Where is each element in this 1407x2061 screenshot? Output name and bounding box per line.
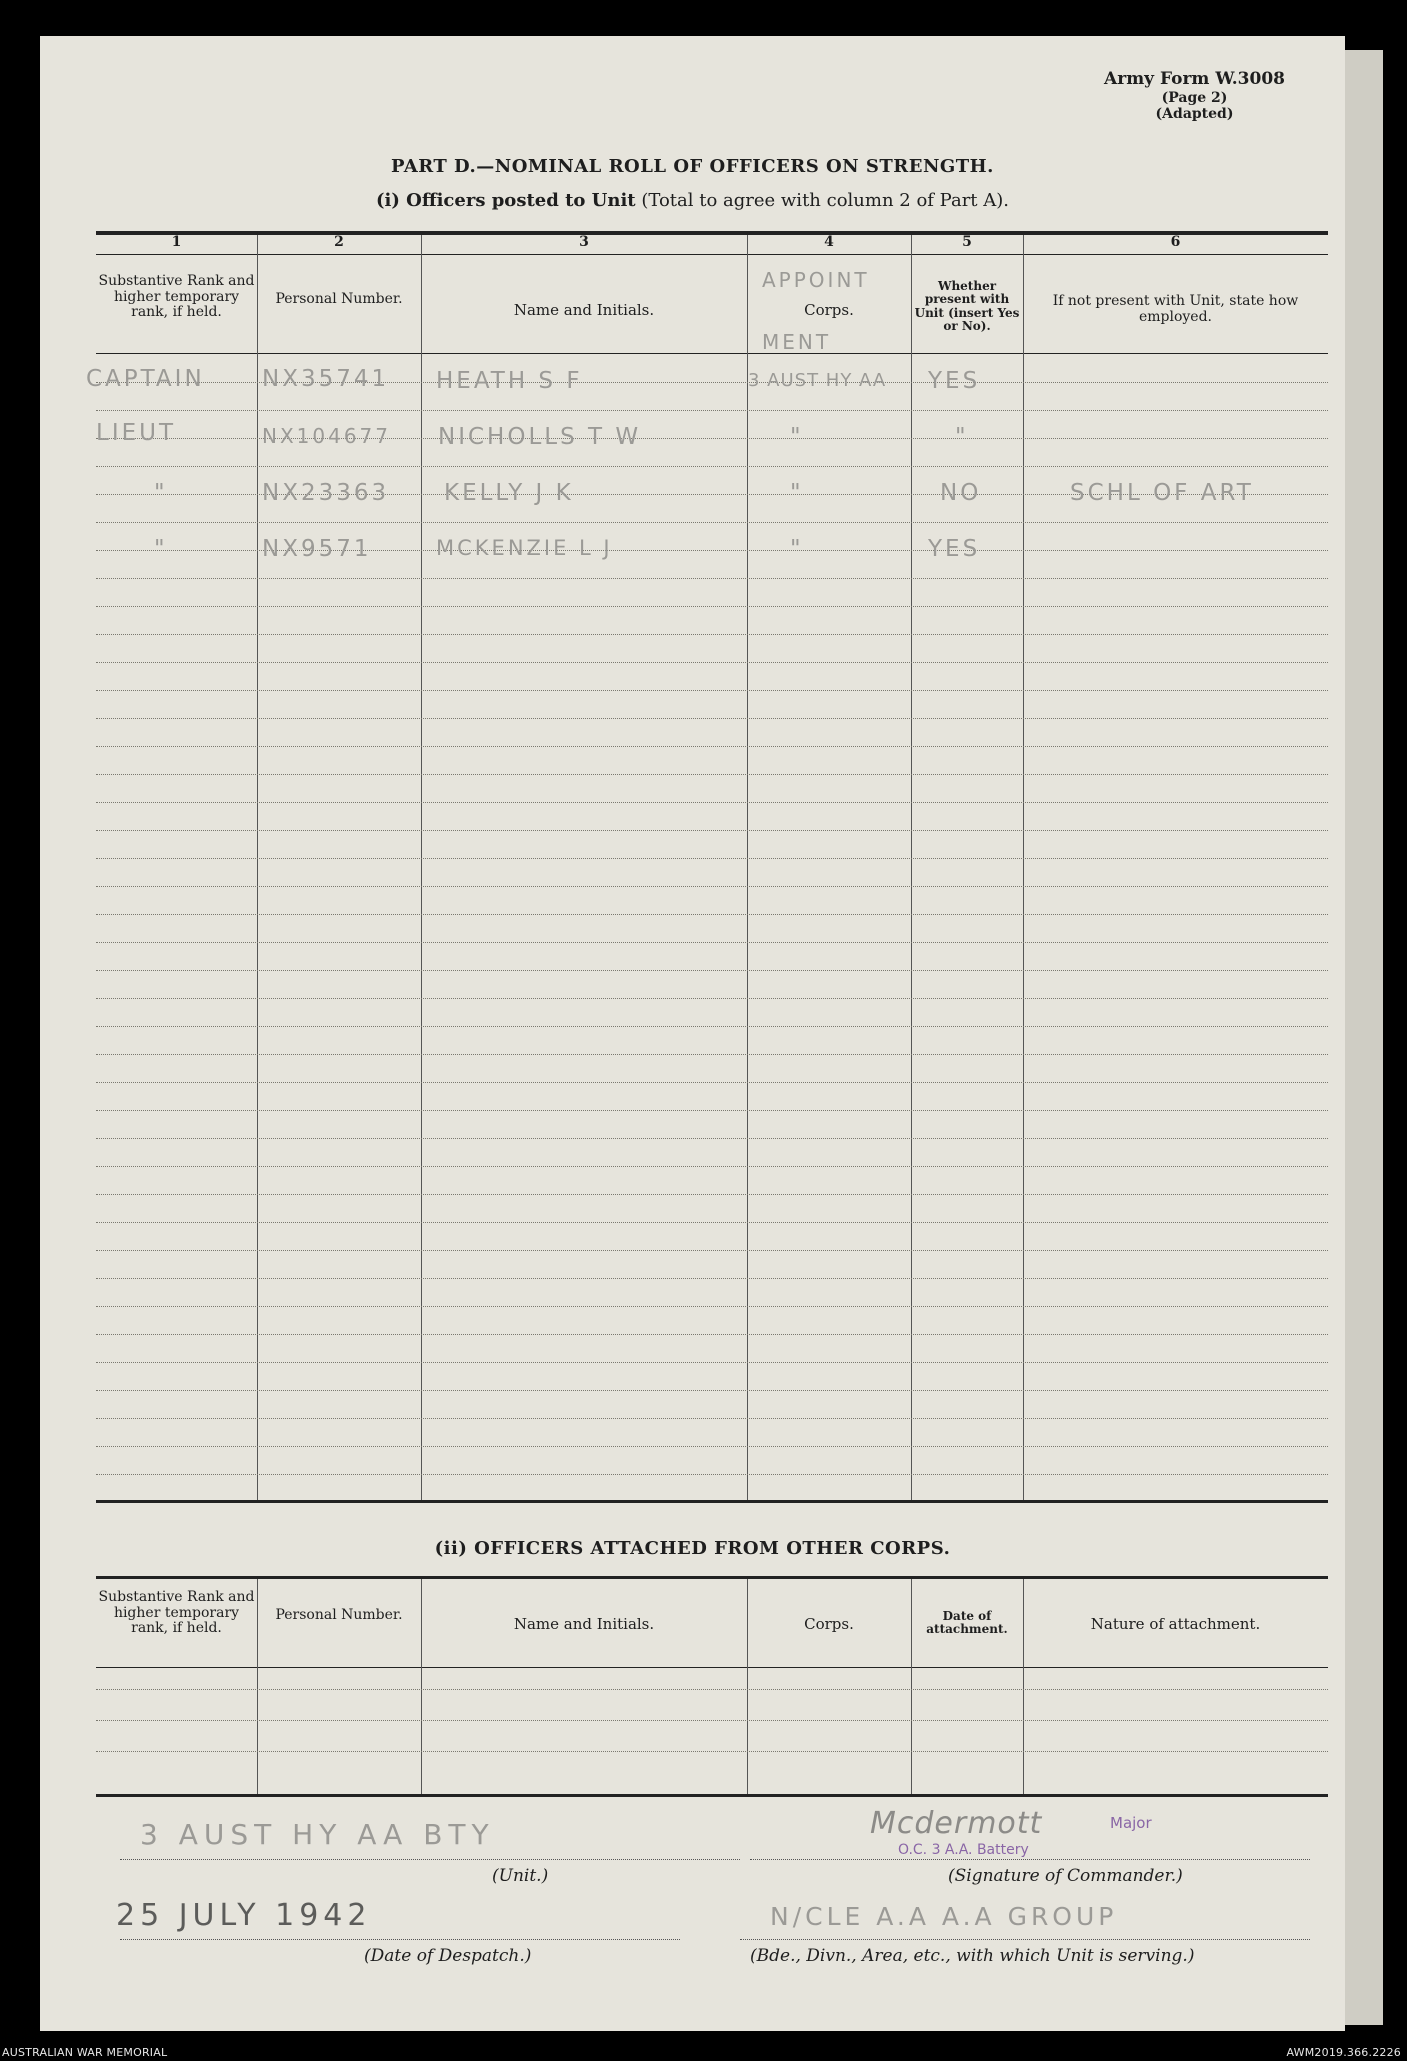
attached-header-rank: Substantive Rank and higher temporary rank, if held. xyxy=(98,1589,255,1637)
dotted-rule xyxy=(96,1446,1328,1447)
row-present: YES xyxy=(928,536,981,562)
unit-value: 3 AUST HY AA BTY xyxy=(140,1818,495,1851)
dotted-rule xyxy=(96,998,1328,999)
dotted-rule xyxy=(96,718,1328,719)
row-present: YES xyxy=(928,368,981,394)
row-personal-number: NX23363 xyxy=(262,480,390,506)
dotted-rule xyxy=(96,942,1328,943)
dotted-rule xyxy=(96,746,1328,747)
dotted-rule xyxy=(96,914,1328,915)
form-page xyxy=(40,36,1345,2031)
section-2-title: (ii) OFFICERS ATTACHED FROM OTHER CORPS. xyxy=(434,1538,951,1559)
column-number: 2 xyxy=(334,234,344,250)
row-employment: SCHL OF ART xyxy=(1070,480,1254,506)
row-present: " xyxy=(955,424,969,450)
dotted-rule xyxy=(96,1138,1328,1139)
dotted-rule xyxy=(96,1689,1328,1690)
dotted-rule xyxy=(96,886,1328,887)
dotted-rule xyxy=(96,1194,1328,1195)
row-name: HEATH S F xyxy=(436,368,583,394)
dotted-rule xyxy=(96,1720,1328,1721)
row-rank: " xyxy=(154,536,168,562)
form-adapted-note: (Adapted) xyxy=(1155,105,1234,122)
signature-line xyxy=(750,1859,1310,1860)
dotted-rule xyxy=(96,1054,1328,1055)
column-number-rule xyxy=(96,254,1328,255)
row-personal-number: NX35741 xyxy=(262,366,390,392)
attached-header-date: Date of attachment. xyxy=(926,1609,1008,1637)
corps-header-annotation-bottom: MENT xyxy=(762,330,832,354)
column-divider xyxy=(747,1579,748,1794)
row-corps: " xyxy=(790,480,804,506)
dotted-rule xyxy=(96,830,1328,831)
commander-signature: Mcdermott xyxy=(870,1806,1043,1841)
serving-line xyxy=(740,1939,1310,1940)
dotted-rule xyxy=(96,1334,1328,1335)
column-divider xyxy=(421,235,422,1500)
dotted-rule xyxy=(96,1306,1328,1307)
dotted-rule xyxy=(96,1278,1328,1279)
attached-header-name: Name and Initials. xyxy=(513,1615,655,1633)
column-header-name: Name and Initials. xyxy=(513,301,655,319)
column-number: 3 xyxy=(579,234,589,250)
row-personal-number: NX9571 xyxy=(262,536,372,562)
column-divider xyxy=(421,1579,422,1794)
column-divider xyxy=(257,1579,258,1794)
dotted-rule xyxy=(96,466,1328,467)
dotted-rule xyxy=(96,1082,1328,1083)
form-page-number: (Page 2) xyxy=(1161,89,1228,106)
dotted-rule xyxy=(96,410,1328,411)
archive-reference: AWM2019.366.2226 xyxy=(1286,2046,1401,2059)
page-title: PART D.—NOMINAL ROLL OF OFFICERS ON STRENGTH. xyxy=(391,156,994,177)
section-2-header-rule xyxy=(96,1667,1328,1668)
section-1-title xyxy=(40,190,1345,211)
dotted-rule xyxy=(96,606,1328,607)
row-name: KELLY J K xyxy=(444,480,574,506)
stamp-rank: Major xyxy=(1110,1814,1152,1832)
column-number: 6 xyxy=(1170,234,1181,250)
section-1-title-bold: (i) Officers posted to Unit xyxy=(376,190,636,211)
dotted-rule xyxy=(96,662,1328,663)
unit-line xyxy=(120,1859,740,1860)
column-header-corps: Corps. xyxy=(804,301,854,319)
header-bottom-rule xyxy=(96,353,1328,354)
paper-edge xyxy=(1345,50,1383,2025)
date-label: (Date of Despatch.) xyxy=(364,1946,532,1966)
column-header-employment: If not present with Unit, state how employed. xyxy=(1052,293,1299,325)
column-divider xyxy=(1023,1579,1024,1794)
attached-header-personal-number: Personal Number. xyxy=(275,1607,403,1623)
dotted-rule xyxy=(96,1751,1328,1752)
table-bottom-rule xyxy=(96,1500,1328,1503)
dotted-rule xyxy=(96,578,1328,579)
serving-label: (Bde., Divn., Area, etc., with which Unit is serving.) xyxy=(750,1946,1195,1966)
column-divider xyxy=(911,1579,912,1794)
signature-label: (Signature of Commander.) xyxy=(948,1866,1183,1886)
dotted-rule xyxy=(96,1474,1328,1475)
column-divider xyxy=(1023,235,1024,1500)
stamp-battery: O.C. 3 A.A. Battery xyxy=(898,1842,1029,1858)
column-divider xyxy=(911,235,912,1500)
column-number: 4 xyxy=(824,234,834,250)
date-line xyxy=(120,1939,680,1940)
attached-header-corps: Corps. xyxy=(804,1615,854,1633)
column-number: 5 xyxy=(962,234,972,250)
row-corps: 3 AUST HY AA xyxy=(748,370,887,391)
dotted-rule xyxy=(96,1418,1328,1419)
dotted-rule xyxy=(96,634,1328,635)
column-header-present: Whether present with Unit (insert Yes or No). xyxy=(914,279,1020,334)
row-personal-number: NX104677 xyxy=(262,424,392,448)
dotted-rule xyxy=(96,1250,1328,1251)
attached-header-nature: Nature of attachment. xyxy=(1090,1615,1261,1633)
section-2-top-rule xyxy=(96,1576,1328,1579)
row-rank: " xyxy=(154,480,168,506)
unit-label: (Unit.) xyxy=(492,1866,549,1886)
row-corps: " xyxy=(790,536,804,562)
corps-header-annotation-top: APPOINT xyxy=(762,268,870,292)
dotted-rule xyxy=(96,1110,1328,1111)
section-2-bottom-rule xyxy=(96,1794,1328,1797)
dotted-rule xyxy=(96,774,1328,775)
archive-credit: AUSTRALIAN WAR MEMORIAL xyxy=(2,2046,168,2059)
dotted-rule xyxy=(96,1166,1328,1167)
row-rank: LIEUT xyxy=(96,420,177,446)
dotted-rule xyxy=(96,802,1328,803)
section-1-title-note: (Total to agree with column 2 of Part A). xyxy=(635,190,1009,211)
column-header-rank: Substantive Rank and higher temporary rank, if held. xyxy=(98,273,255,321)
form-reference xyxy=(1104,70,1285,122)
dotted-rule xyxy=(96,970,1328,971)
dotted-rule xyxy=(96,1362,1328,1363)
row-present: NO xyxy=(940,480,982,506)
row-corps: " xyxy=(790,424,804,450)
dotted-rule xyxy=(96,1390,1328,1391)
row-name: NICHOLLS T W xyxy=(438,424,642,450)
dotted-rule xyxy=(96,1026,1328,1027)
dotted-rule xyxy=(96,1222,1328,1223)
serving-with-value: N/CLE A.A A.A GROUP xyxy=(770,1902,1118,1931)
row-rank: CAPTAIN xyxy=(86,366,205,392)
despatch-date-value: 25 JULY 1942 xyxy=(116,1898,372,1933)
row-name: MCKENZIE L J xyxy=(436,536,613,560)
dotted-rule xyxy=(96,522,1328,523)
column-divider xyxy=(257,235,258,1500)
form-number: Army Form W.3008 xyxy=(1104,69,1285,89)
dotted-rule xyxy=(96,690,1328,691)
column-divider xyxy=(747,235,748,1500)
column-header-personal-number: Personal Number. xyxy=(275,291,403,307)
column-number: 1 xyxy=(171,234,182,250)
dotted-rule xyxy=(96,858,1328,859)
